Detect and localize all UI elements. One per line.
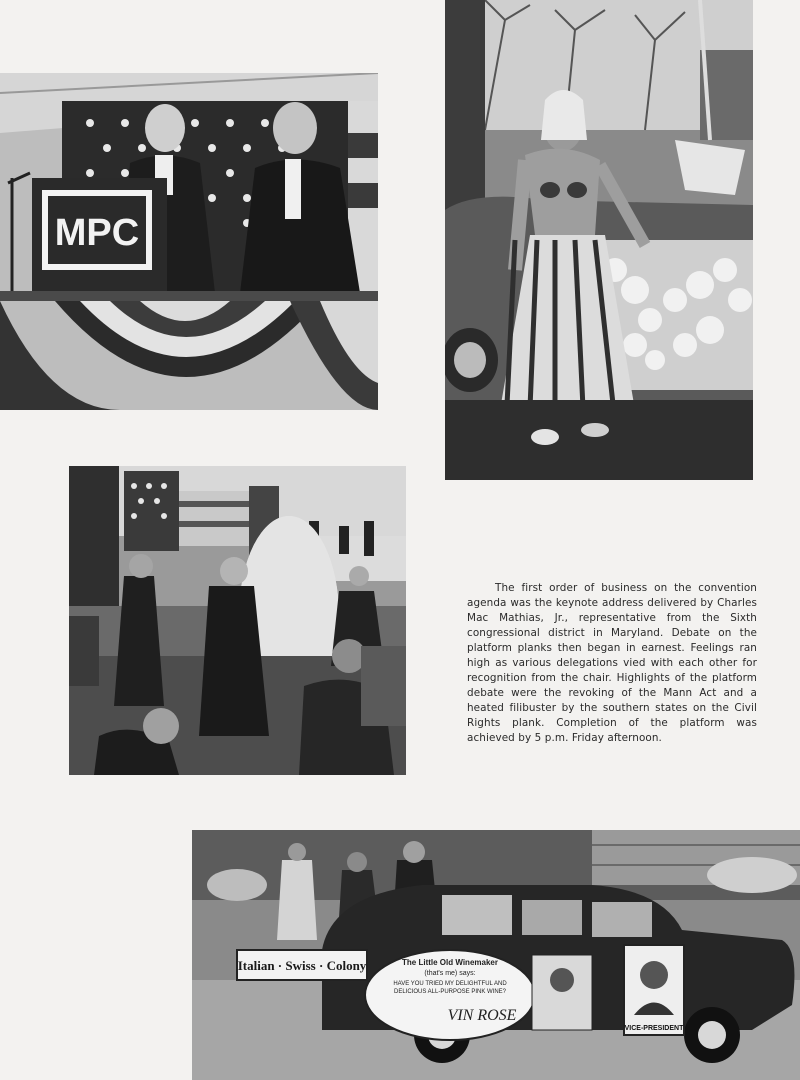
float-illustration	[445, 0, 753, 480]
photo-campaign-car	[192, 830, 800, 1080]
podium-sign-text: MPC	[54, 212, 140, 254]
photo-convention-floor	[69, 466, 406, 775]
poster-caption-text: VICE-PRESIDENT	[624, 1025, 684, 1032]
oval-line-1: The Little Old Winemaker	[402, 958, 498, 967]
podium-illustration	[0, 73, 378, 410]
oval-line-2: (that's me) says:	[424, 970, 476, 977]
oval-line-4: DELICIOUS ALL-PURPOSE PINK WINE?	[393, 989, 507, 995]
caption-paragraph: The first order of business on the convention agenda was the keynote address delivered by Charles Mac Mathias, Jr., representative from the Sixth congressional district in Maryland. Debate on the platform planks then began in earnest. Feelings ran high as various delegations vied with each other for recognition from the chair. Highlights of the platform debate were the revoking of the Mann Act and a heated filibuster by the southern states on the Civil Rights plank. Completion of the platform was achieved by 5 p.m. Friday afternoon.	[467, 582, 757, 745]
photo-podium-speakers	[0, 73, 378, 410]
oval-brand-text: VIN ROSE	[447, 1007, 517, 1024]
oval-line-3: HAVE YOU TRIED MY DELIGHTFUL AND	[393, 981, 507, 987]
car-illustration	[192, 830, 800, 1080]
floor-illustration	[69, 466, 406, 775]
car-top-sign-text: Italian · Swiss · Colony	[237, 958, 367, 973]
photo-float-costume	[445, 0, 753, 480]
